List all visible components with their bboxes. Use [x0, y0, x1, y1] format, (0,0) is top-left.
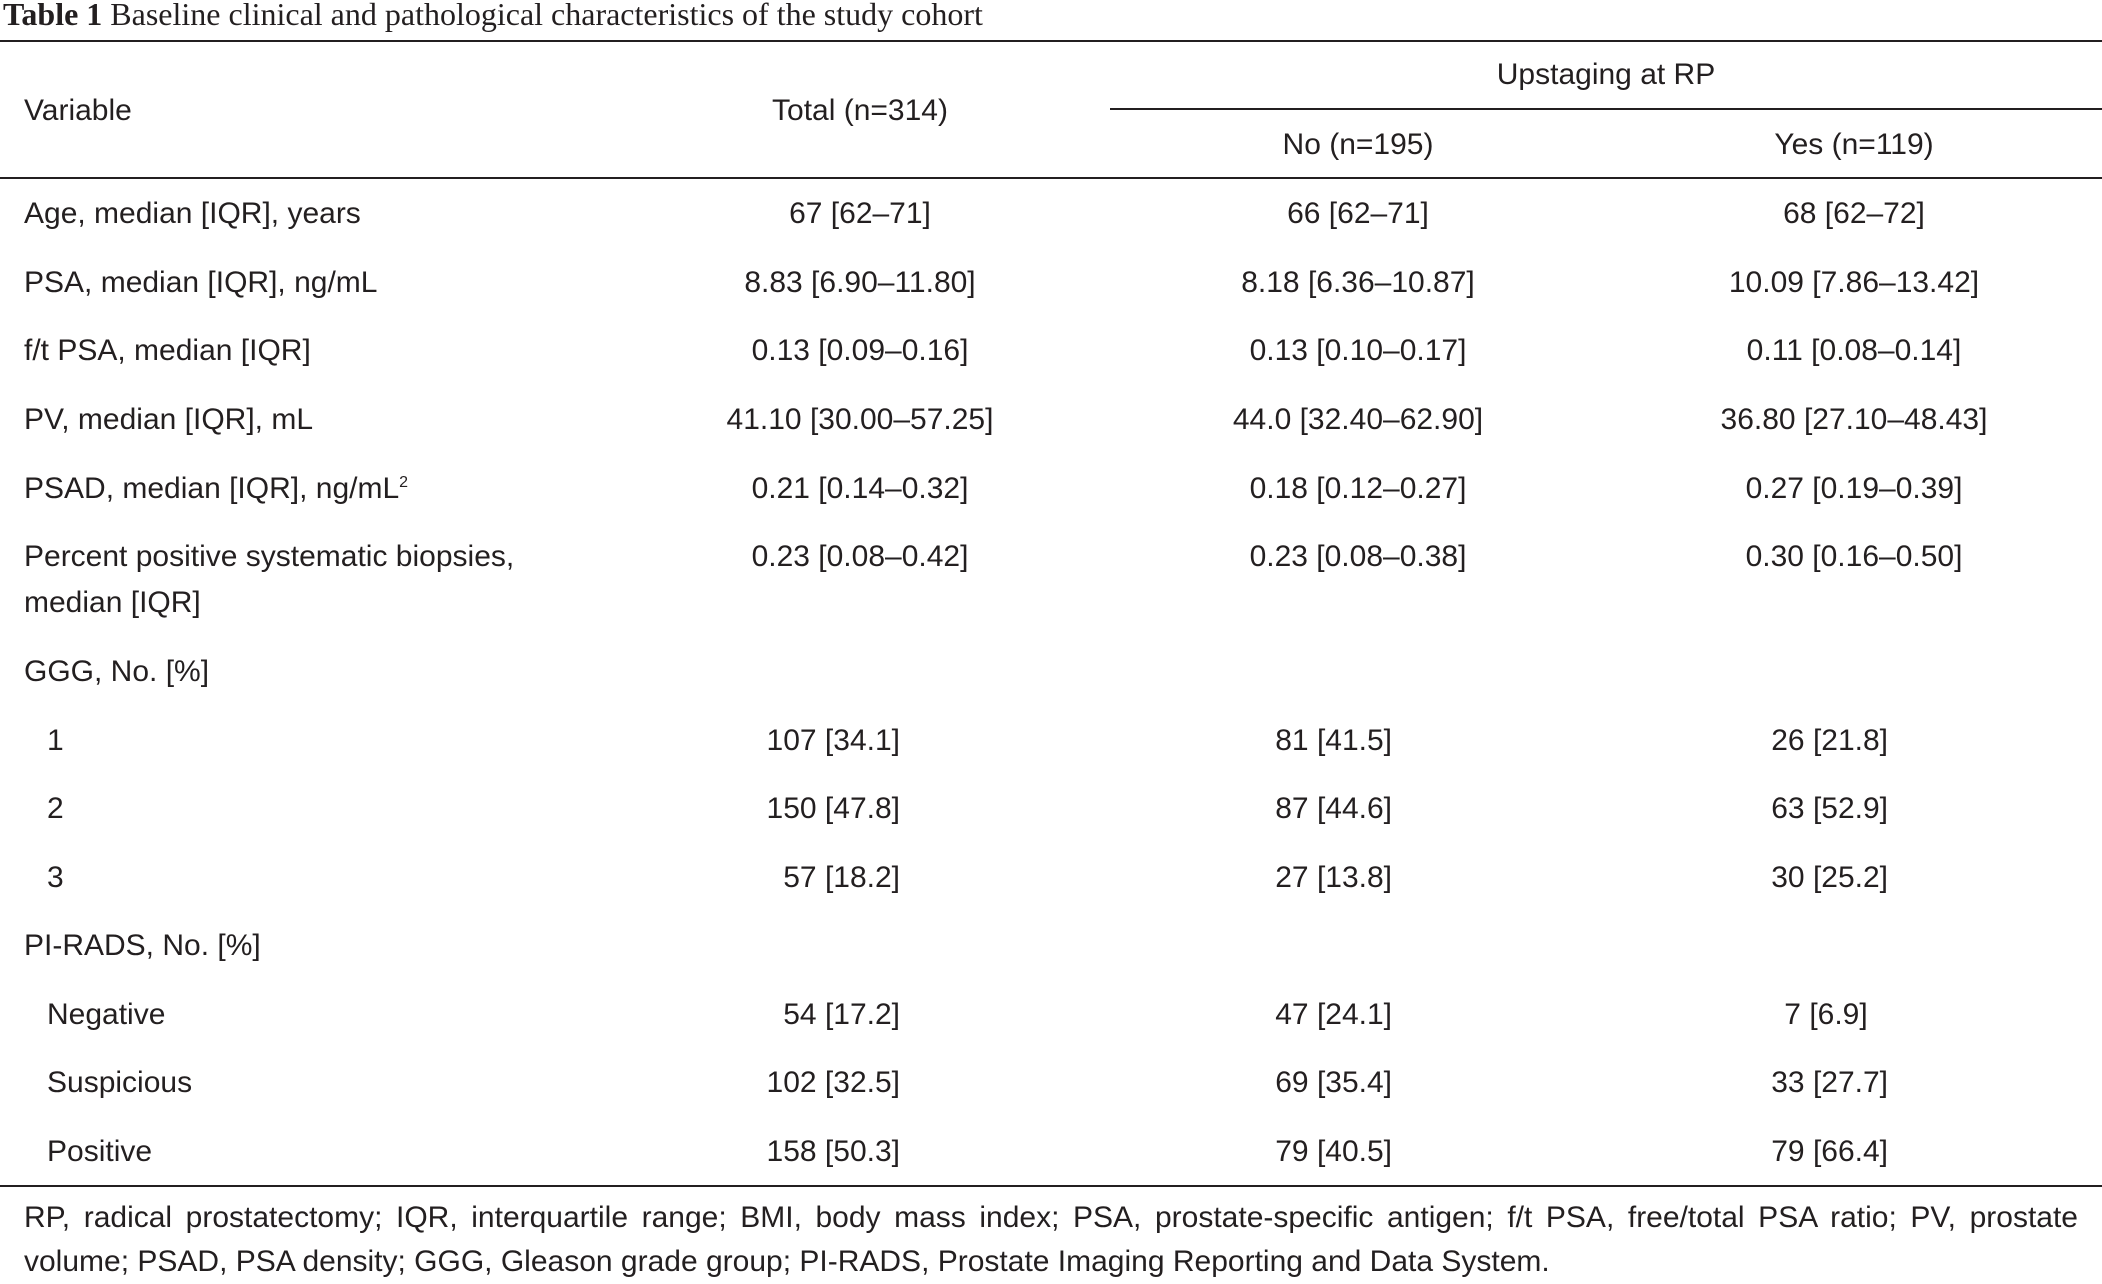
cell-no: 79 [40.5]	[1275, 1135, 1392, 1168]
cell-total: 54 [17.2]	[783, 998, 900, 1031]
row-label: Negative	[47, 998, 166, 1031]
cell-yes: 10.09 [7.86–13.42]	[1728, 266, 1980, 299]
cell-no: 44.0 [32.40–62.90]	[1232, 403, 1484, 436]
cell-no: 66 [62–71]	[1287, 197, 1429, 230]
table-caption	[3, 0, 983, 34]
cell-total: 0.13 [0.09–0.16]	[751, 334, 969, 367]
caption-text: Baseline clinical and pathological characteristics of the study cohort	[110, 0, 983, 32]
cell-yes: 0.27 [0.19–0.39]	[1745, 472, 1963, 505]
row-label: 2	[47, 792, 64, 825]
group-rule	[1110, 108, 2102, 110]
cell-yes: 7 [6.9]	[1784, 998, 1868, 1031]
row-label: Age, median [IQR], years	[24, 197, 361, 230]
cell-total: 0.21 [0.14–0.32]	[751, 472, 969, 505]
row-group-label: PI-RADS, No. [%]	[24, 929, 261, 962]
row-label-text: PSAD, median [IQR], ng/mL	[24, 472, 400, 505]
cell-total: 8.83 [6.90–11.80]	[744, 266, 976, 299]
row-label	[24, 466, 408, 512]
row-label: Positive	[47, 1135, 153, 1168]
cell-total: 102 [32.5]	[766, 1066, 900, 1099]
row-group-label: GGG, No. [%]	[24, 655, 210, 688]
cell-no: 87 [44.6]	[1275, 792, 1392, 825]
cell-yes: 68 [62–72]	[1783, 197, 1925, 230]
cell-yes: 30 [25.2]	[1771, 861, 1888, 894]
cell-total: 0.23 [0.08–0.42]	[751, 540, 969, 573]
cell-yes: 0.11 [0.08–0.14]	[1746, 334, 1962, 367]
row-label: 1	[47, 724, 64, 757]
cell-total: 150 [47.8]	[766, 792, 900, 825]
cell-total: 41.10 [30.00–57.25]	[726, 403, 994, 436]
cell-yes: 0.30 [0.16–0.50]	[1745, 540, 1963, 573]
row-label: 3	[47, 861, 64, 894]
cell-total: 57 [18.2]	[783, 861, 900, 894]
cell-no: 27 [13.8]	[1275, 861, 1392, 894]
cell-yes: 79 [66.4]	[1771, 1135, 1888, 1168]
table-footnote: RP, radical prostatectomy; IQR, interquartile range; BMI, body mass index; PSA, prostate-specific antigen; f/t PSA, free/total PSA ratio; PV, prostate volume; PSAD, PSA density; GGG, Gleason grade group; PI-RADS, Prostate Imaging Reporting and Data System.	[24, 1201, 2078, 1278]
cell-no: 69 [35.4]	[1275, 1066, 1392, 1099]
row-label: Percent positive systematic biopsies,	[24, 540, 515, 573]
row-label: Suspicious	[47, 1066, 193, 1099]
header-rule	[0, 177, 2102, 179]
top-rule	[0, 40, 2102, 42]
cell-total: 158 [50.3]	[766, 1135, 900, 1168]
header-no: No (n=195)	[1282, 128, 1434, 161]
cell-yes: 36.80 [27.10–48.43]	[1720, 403, 1988, 436]
header-total: Total (n=314)	[772, 94, 948, 127]
cell-no: 0.23 [0.08–0.38]	[1249, 540, 1467, 573]
cell-no: 81 [41.5]	[1275, 724, 1392, 757]
header-variable: Variable	[24, 94, 132, 127]
header-upstaging-group: Upstaging at RP	[1496, 58, 1716, 91]
cell-total: 67 [62–71]	[789, 197, 931, 230]
row-label-line2: median [IQR]	[24, 586, 201, 619]
row-label: f/t PSA, median [IQR]	[24, 334, 311, 367]
header-yes: Yes (n=119)	[1774, 128, 1934, 161]
row-label: PSA, median [IQR], ng/mL	[24, 266, 378, 299]
cell-no: 47 [24.1]	[1275, 998, 1392, 1031]
cell-no: 0.18 [0.12–0.27]	[1249, 472, 1467, 505]
row-label: PV, median [IQR], mL	[24, 403, 314, 436]
caption-label: Table 1	[3, 0, 103, 32]
cell-no: 8.18 [6.36–10.87]	[1241, 266, 1475, 299]
cell-total: 107 [34.1]	[766, 724, 900, 757]
cell-yes: 63 [52.9]	[1771, 792, 1888, 825]
cell-yes: 33 [27.7]	[1771, 1066, 1888, 1099]
cell-no: 0.13 [0.10–0.17]	[1249, 334, 1467, 367]
cell-yes: 26 [21.8]	[1771, 724, 1888, 757]
bottom-rule	[0, 1185, 2102, 1187]
superscript: 2	[399, 474, 409, 491]
